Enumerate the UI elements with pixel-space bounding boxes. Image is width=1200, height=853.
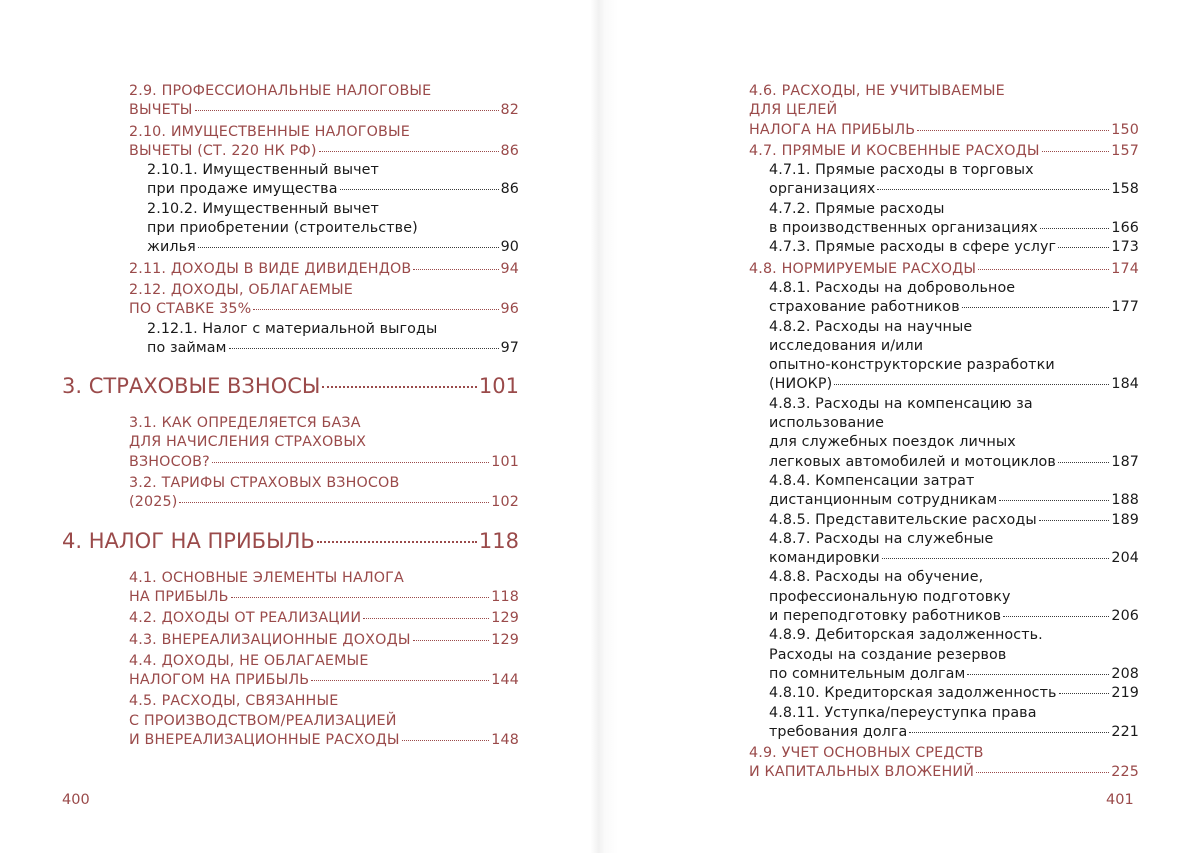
toc-entry-title: в производственных организациях	[769, 220, 1038, 237]
toc-page-number: 219	[1111, 685, 1139, 702]
leader-dots	[212, 462, 489, 463]
toc-entry-title: 3.2. ТАРИФЫ СТРАХОВЫХ ВЗНОСОВ	[129, 475, 400, 492]
leader-dots	[834, 384, 1109, 385]
toc-entry-title: 4.8.4. Компенсации затрат	[769, 472, 975, 489]
toc-page-number: 166	[1111, 220, 1139, 237]
toc-section[interactable]	[129, 569, 519, 608]
leader-dots	[319, 151, 499, 152]
toc-entry-title: использование	[769, 415, 885, 432]
toc-subsection[interactable]	[769, 200, 1139, 239]
leader-dots	[967, 674, 1109, 675]
toc-page-number: 208	[1111, 665, 1139, 682]
leader-dots	[363, 618, 489, 619]
toc-page-number: 94	[500, 260, 519, 277]
toc-entry-title: по сомнительным долгам	[769, 665, 966, 682]
toc-entry-title: 2.12. ДОХОДЫ, ОБЛАГАЕМЫЕ	[129, 281, 353, 298]
leader-dots	[978, 269, 1109, 270]
toc-page-number: 148	[491, 732, 519, 749]
toc-entry-title: 3. СТРАХОВЫЕ ВЗНОСЫ	[62, 374, 321, 399]
toc-entry-title: 4.8.9. Дебиторская задолженность.	[769, 627, 1043, 644]
leader-dots	[1040, 228, 1110, 229]
toc-page-number: 187	[1111, 453, 1139, 470]
toc-entry-title: при приобретении (строительстве)	[147, 220, 418, 237]
toc-page-number: 188	[1111, 492, 1139, 509]
toc-subsection[interactable]	[769, 161, 1139, 200]
toc-page-number: 225	[1111, 764, 1139, 781]
toc-entry-title: 4.5. РАСХОДЫ, СВЯЗАННЫЕ	[129, 693, 339, 710]
toc-page-number: 129	[491, 610, 519, 627]
toc-subsection[interactable]	[147, 161, 519, 200]
toc-entry-title: 4.3. ВНЕРЕАЛИЗАЦИОННЫЕ ДОХОДЫ	[129, 631, 411, 648]
toc-entry-title: 3.1. КАК ОПРЕДЕЛЯЕТСЯ БАЗА	[129, 415, 361, 432]
leader-dots	[1042, 151, 1110, 152]
toc-page-number: 90	[500, 239, 519, 256]
toc-entry-title: 4.8. НОРМИРУЕМЫЕ РАСХОДЫ	[749, 260, 977, 277]
page-number-right: 401	[1106, 792, 1134, 808]
toc-subsection[interactable]	[769, 530, 1139, 569]
toc-subsection[interactable]	[769, 626, 1139, 684]
leader-dots	[1003, 616, 1109, 617]
toc-section[interactable]	[129, 260, 519, 279]
toc-entry-title: 4.7.1. Прямые расходы в торговых	[769, 162, 1034, 179]
toc-subsection[interactable]	[769, 684, 1139, 703]
toc-section[interactable]	[129, 414, 519, 472]
toc-section[interactable]	[129, 474, 519, 513]
toc-section[interactable]	[129, 82, 519, 121]
toc-entry-title: 2.11. ДОХОДЫ В ВИДЕ ДИВИДЕНДОВ	[129, 260, 412, 277]
toc-entry-title: Расходы на создание резервов	[769, 646, 1007, 663]
toc-page-number: 144	[491, 672, 519, 689]
toc-section[interactable]	[129, 123, 519, 162]
toc-entry-title: жилья	[147, 239, 196, 256]
leader-dots	[976, 772, 1109, 773]
toc-page-number: 82	[500, 102, 519, 119]
toc-page-number: 173	[1111, 239, 1139, 256]
toc-entry-title: страхование работников	[769, 299, 960, 316]
toc-entry-title: 4.8.1. Расходы на добровольное	[769, 279, 1016, 296]
toc-page-number: 189	[1111, 511, 1139, 528]
leader-dots	[317, 541, 477, 543]
toc-section[interactable]	[749, 744, 1139, 783]
toc-entry-title: 4.8.8. Расходы на обучение,	[769, 569, 984, 586]
toc-page-number: 102	[491, 494, 519, 511]
toc-entry-title: профессиональную подготовку	[769, 588, 1011, 605]
toc-entry-title: 4.1. ОСНОВНЫЕ ЭЛЕМЕНТЫ НАЛОГА	[129, 569, 404, 586]
toc-subsection[interactable]	[769, 472, 1139, 511]
leader-dots	[1039, 520, 1110, 521]
toc-entry-title: 4.8.7. Расходы на служебные	[769, 530, 994, 547]
toc-entry-title: НАЛОГОМ НА ПРИБЫЛЬ	[129, 672, 310, 689]
toc-entry-title: 4.8.11. Уступка/переуступка права	[769, 704, 1037, 721]
toc-entry-title: 4.4. ДОХОДЫ, НЕ ОБЛАГАЕМЫЕ	[129, 652, 369, 669]
toc-subsection[interactable]	[769, 511, 1139, 530]
leader-dots	[231, 597, 490, 598]
leader-dots	[195, 110, 499, 111]
toc-section[interactable]	[129, 609, 519, 628]
toc-page-number: 157	[1111, 142, 1139, 159]
toc-chapter[interactable]	[62, 372, 519, 400]
leader-dots	[413, 269, 498, 270]
toc-section[interactable]	[129, 281, 519, 320]
toc-entry-title: И ВНЕРЕАЛИЗАЦИОННЫЕ РАСХОДЫ	[129, 732, 400, 749]
toc-subsection[interactable]	[147, 200, 519, 258]
toc-entry-title: по займам	[147, 339, 227, 356]
leader-dots	[179, 502, 489, 503]
leader-dots	[229, 348, 499, 349]
toc-entry-title: 4.6. РАСХОДЫ, НЕ УЧИТЫВАЕМЫЕ	[749, 83, 1005, 99]
toc-page-number: 97	[500, 339, 519, 356]
leader-dots	[413, 640, 490, 641]
toc-subsection[interactable]	[769, 279, 1139, 318]
toc-left-page	[62, 82, 519, 750]
leader-dots	[340, 189, 499, 190]
toc-entry-title: ВЫЧЕТЫ	[129, 102, 193, 119]
toc-subsection[interactable]	[769, 238, 1139, 257]
toc-entry-title: ДЛЯ НАЧИСЛЕНИЯ СТРАХОВЫХ	[129, 434, 367, 451]
toc-entry-title: при продаже имущества	[147, 181, 338, 198]
leader-dots	[962, 307, 1110, 308]
toc-section[interactable]	[749, 142, 1139, 161]
toc-entry-title: 2.10.2. Имущественный вычет	[147, 200, 379, 217]
toc-page-number: 206	[1111, 608, 1139, 625]
toc-entry-title: (2025)	[129, 494, 178, 511]
leader-dots	[1058, 247, 1109, 248]
toc-entry-title: И КАПИТАЛЬНЫХ ВЛОЖЕНИЙ	[749, 764, 975, 781]
toc-page-number: 204	[1111, 550, 1139, 567]
toc-entry-title: командировки	[769, 550, 880, 567]
toc-entry-title: требования долга	[769, 723, 908, 740]
toc-section[interactable]	[129, 631, 519, 650]
leader-dots	[322, 386, 476, 388]
toc-chapter[interactable]	[62, 527, 519, 555]
toc-page-number: 221	[1111, 723, 1139, 740]
toc-entry-title: легковых автомобилей и мотоциклов	[769, 453, 1056, 470]
leader-dots	[917, 130, 1109, 131]
page-number-left: 400	[62, 792, 90, 808]
leader-dots	[877, 189, 1109, 190]
toc-entry-title: 2.10.1. Имущественный вычет	[147, 162, 379, 179]
toc-entry-title: 2.9. ПРОФЕССИОНАЛЬНЫЕ НАЛОГОВЫЕ	[129, 83, 432, 99]
toc-page-number: 150	[1111, 121, 1139, 138]
toc-entry-title: 4.8.3. Расходы на компенсацию за	[769, 395, 1033, 412]
leader-dots	[1058, 462, 1109, 463]
toc-entry-title: 2.12.1. Налог с материальной выгоды	[147, 320, 438, 337]
leader-dots	[999, 500, 1109, 501]
toc-entry-title: ДЛЯ ЦЕЛЕЙ	[749, 102, 838, 119]
toc-page-number: 86	[500, 181, 519, 198]
toc-entry-title: 4.7.2. Прямые расходы	[769, 200, 945, 217]
toc-entry-title: ПО СТАВКЕ 35%	[129, 301, 252, 318]
toc-entry-title: С ПРОИЗВОДСТВОМ/РЕАЛИЗАЦИЕЙ	[129, 712, 397, 729]
toc-page-number: 101	[478, 374, 519, 399]
toc-entry-title: и переподготовку работников	[769, 608, 1002, 625]
toc-entry-title: ВЫЧЕТЫ (СТ. 220 НК РФ)	[129, 142, 317, 159]
toc-entry-title: 4.8.2. Расходы на научные	[769, 318, 973, 335]
toc-subsection[interactable]	[769, 395, 1139, 472]
toc-page-number: 101	[491, 453, 519, 470]
toc-entry-title: для служебных поездок личных	[769, 434, 1016, 451]
toc-entry-title: 2.10. ИМУЩЕСТВЕННЫЕ НАЛОГОВЫЕ	[129, 123, 410, 140]
leader-dots	[253, 309, 498, 310]
toc-entry-title: дистанционным сотрудникам	[769, 492, 998, 509]
toc-page-number: 184	[1111, 376, 1139, 393]
toc-entry-title: исследования и/или	[769, 337, 924, 354]
toc-page-number: 174	[1111, 260, 1139, 277]
leader-dots	[1059, 693, 1110, 694]
toc-entry-title: 4. НАЛОГ НА ПРИБЫЛЬ	[62, 528, 315, 553]
toc-subsection[interactable]	[769, 318, 1139, 395]
toc-subsection[interactable]	[769, 704, 1139, 743]
toc-entry-title: НАЛОГА НА ПРИБЫЛЬ	[749, 121, 916, 138]
toc-page-number: 129	[491, 631, 519, 648]
toc-subsection[interactable]	[769, 568, 1139, 626]
toc-section[interactable]	[749, 82, 1139, 140]
toc-entry-title: (НИОКР)	[769, 376, 833, 393]
toc-subsection[interactable]	[147, 320, 519, 359]
toc-section[interactable]	[749, 260, 1139, 279]
toc-entry-title: организациях	[769, 181, 876, 198]
leader-dots	[909, 732, 1109, 733]
toc-page-number: 177	[1111, 299, 1139, 316]
toc-entry-title: 4.2. ДОХОДЫ ОТ РЕАЛИЗАЦИИ	[129, 610, 362, 627]
leader-dots	[198, 247, 499, 248]
toc-entry-title: опытно-конструкторские разработки	[769, 357, 1055, 374]
toc-page-number: 86	[500, 142, 519, 159]
toc-entry-title: 4.7. ПРЯМЫЕ И КОСВЕННЫЕ РАСХОДЫ	[749, 142, 1040, 159]
toc-page-number: 96	[500, 301, 519, 318]
toc-right-page	[749, 82, 1139, 783]
leader-dots	[311, 680, 489, 681]
toc-entry-title: ВЗНОСОВ?	[129, 453, 210, 470]
leader-dots	[402, 740, 490, 741]
toc-section[interactable]	[129, 652, 519, 691]
toc-page-number: 118	[491, 588, 519, 605]
toc-section[interactable]	[129, 692, 519, 750]
toc-entry-title: 4.7.3. Прямые расходы в сфере услуг	[769, 239, 1057, 256]
toc-entry-title: 4.9. УЧЕТ ОСНОВНЫХ СРЕДСТВ	[749, 745, 984, 762]
toc-entry-title: НА ПРИБЫЛЬ	[129, 588, 229, 605]
toc-entry-title: 4.8.5. Представительские расходы	[769, 511, 1037, 528]
toc-page-number: 118	[478, 528, 519, 553]
toc-entry-title: 4.8.10. Кредиторская задолженность	[769, 685, 1057, 702]
leader-dots	[882, 558, 1110, 559]
toc-page-number: 158	[1111, 181, 1139, 198]
